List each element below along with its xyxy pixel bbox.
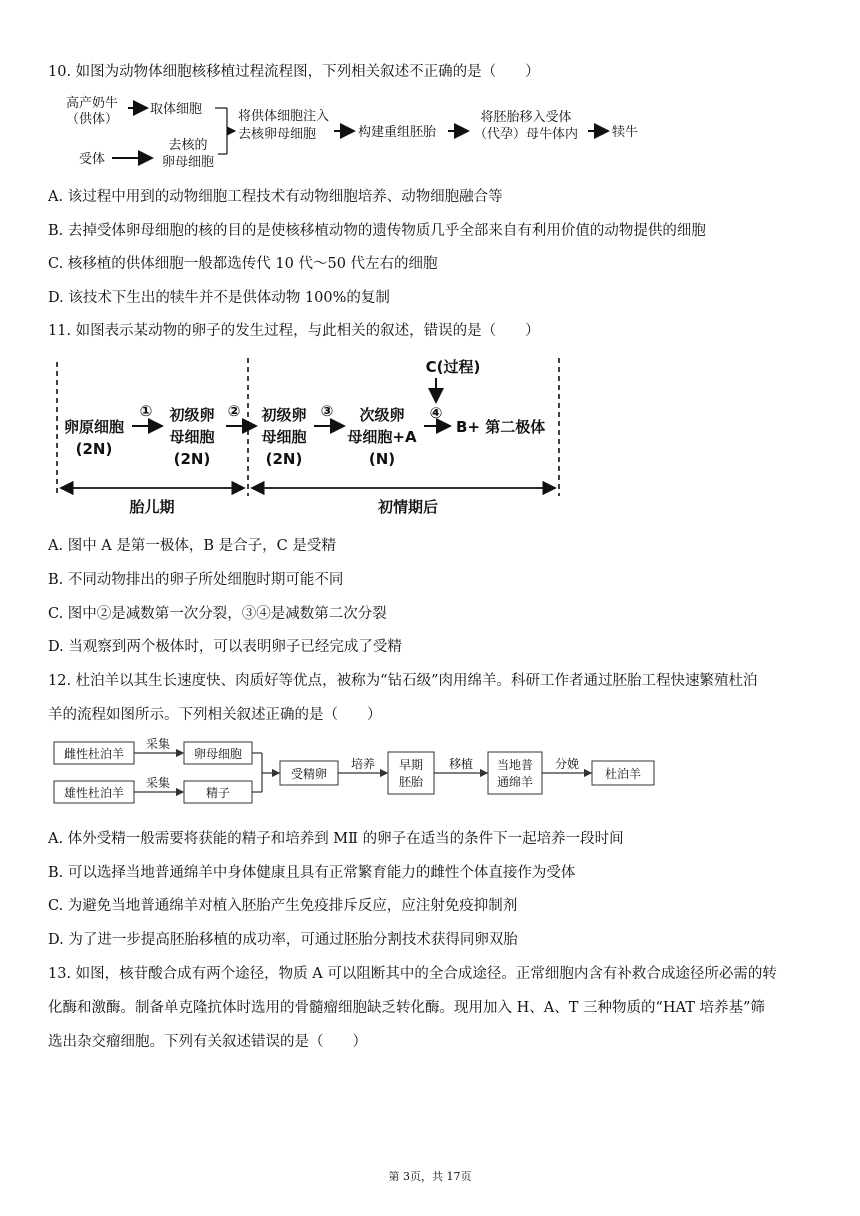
q10-donor-label: 高产奶牛 (65, 96, 119, 111)
q12-transplant: 移植 (448, 757, 474, 771)
q12-collect-2: 采集 (145, 776, 171, 790)
q12-local-2: 通绵羊 (496, 775, 534, 789)
q10-transfer-1: 将胚胎移入受体 (480, 110, 572, 125)
q12-early-1: 早期 (398, 758, 424, 772)
q13-stem-line-3: 选出杂交瘤细胞。下列有关叙述错误的是（ ） (48, 1034, 367, 1050)
q10-calf: 犊牛 (612, 125, 639, 140)
q11-secondary-2: 母细胞+A (347, 428, 417, 446)
q11-primary-a-n: (2N) (173, 450, 211, 468)
q10-donor-paren: （供体） (65, 112, 119, 127)
q11-oogonium: 卵原细胞 (63, 418, 125, 436)
q11-c-process: C(过程) (425, 358, 481, 376)
q12-female-dorper: 雌性杜泊羊 (63, 747, 125, 761)
q10-transfer-2: （代孕）母牛体内 (473, 127, 579, 142)
q12-birth: 分娩 (554, 757, 580, 771)
q12-male-dorper: 雄性杜泊羊 (63, 786, 125, 800)
q12-early-2: 胚胎 (398, 775, 424, 789)
q11-primary-b-2: 母细胞 (261, 428, 307, 446)
q12-oocyte: 卵母细胞 (193, 747, 243, 761)
q11-post-puberty: 初情期后 (377, 498, 439, 516)
q11-option-a: A. 图中 A 是第一极体，B 是合子，C 是受精 (48, 538, 336, 554)
q12-zygote: 受精卵 (290, 767, 328, 781)
q11-primary-b-1: 初级卵 (261, 406, 307, 424)
q11-oogenesis-diagram (48, 350, 568, 518)
q12-collect-1: 采集 (145, 737, 171, 751)
q11-secondary-n: (N) (368, 450, 396, 468)
q10-option-c: C. 核移植的供体细胞一般都选传代 10 代～50 代左右的细胞 (48, 256, 438, 272)
q11-primary-b-n: (2N) (265, 450, 303, 468)
q11-step-1: ① (139, 402, 153, 420)
page-footer: 第 3页，共 17页 (388, 1170, 472, 1183)
q10-construct: 构建重组胚胎 (358, 125, 437, 140)
q12-culture: 培养 (350, 757, 376, 771)
q10-stem: 10. 如图为动物体细胞核移植过程流程图，下列相关叙述不正确的是（ ） (48, 64, 540, 80)
q11-fetal-period: 胎儿期 (129, 498, 175, 516)
q12-option-d: D. 为了进一步提高胚胎移植的成功率，可通过胚胎分割技术获得同卵双胎 (48, 932, 518, 948)
q10-option-a: A. 该过程中用到的动物细胞工程技术有动物细胞培养、动物细胞融合等 (48, 189, 503, 205)
q12-stem-line-2: 羊的流程如图所示。下列相关叙述正确的是（ ） (48, 707, 382, 723)
q12-dorper: 杜泊羊 (604, 767, 642, 781)
q12-option-a: A. 体外受精一般需要将获能的精子和培养到 MⅡ 的卵子在适当的条件下一起培养一段时间 (48, 831, 624, 847)
q11-primary-a-2: 母细胞 (169, 428, 215, 446)
q12-stem-line-1: 12. 杜泊羊以其生长速度快、肉质好等优点，被称为“钻石级”肉用绵羊。科研工作者通过胚胎工程快速繁殖杜泊 (48, 673, 758, 689)
q11-option-d: D. 当观察到两个极体时，可以表明卵子已经完成了受精 (48, 639, 402, 655)
q11-option-b: B. 不同动物排出的卵子所处细胞时期可能不同 (48, 572, 344, 588)
q10-option-d: D. 该技术下生出的犊牛并不是供体动物 100%的复制 (48, 290, 390, 306)
q12-flow-diagram (52, 736, 692, 812)
q11-step-3: ③ (320, 402, 334, 420)
q10-option-b: B. 去掉受体卵母细胞的核的目的是使核移植动物的遗传物质几乎全部来自有利用价值的动物提供的细胞 (48, 223, 706, 239)
q10-recipient: 受体 (78, 152, 106, 167)
q10-inject-1: 将供体细胞注入 (238, 109, 330, 124)
q11-option-c: C. 图中②是减数第一次分裂，③④是减数第二次分裂 (48, 606, 387, 622)
q11-stem: 11. 如图表示某动物的卵子的发生过程，与此相关的叙述，错误的是（ ） (48, 323, 540, 339)
q11-step-2: ② (227, 402, 241, 420)
q11-oogonium-n: (2N) (75, 440, 113, 458)
q10-inject-2: 去核卵母细胞 (238, 127, 317, 142)
q12-option-c: C. 为避免当地普通绵羊对植入胚胎产生免疫排斥反应，应注射免疫抑制剂 (48, 898, 518, 914)
q10-take-cell: 取体细胞 (150, 102, 203, 117)
q12-option-b: B. 可以选择当地普通绵羊中身体健康且具有正常繁育能力的雌性个体直接作为受体 (48, 865, 576, 881)
q11-primary-a-1: 初级卵 (169, 406, 215, 424)
q10-flow-diagram (52, 88, 652, 172)
q10-enucleated-1: 去核的 (168, 138, 208, 153)
q12-sperm: 精子 (205, 786, 231, 800)
q13-stem-line-1: 13. 如图，核苷酸合成有两个途径，物质 A 可以阻断其中的全合成途径。正常细胞内含有补救合成途径所必需的转 (48, 966, 777, 982)
q12-local-1: 当地普 (496, 758, 534, 772)
q10-enucleated-2: 卵母细胞 (161, 155, 215, 170)
q11-result: B+ 第二极体 (456, 418, 546, 436)
q11-secondary-1: 次级卵 (359, 406, 405, 424)
q11-step-4: ④ (429, 404, 443, 422)
q13-stem-line-2: 化酶和激酶。制备单克隆抗体时选用的骨髓瘤细胞缺乏转化酶。现用加入 H、A、T 三种物质的“HAT 培养基”筛 (48, 1000, 765, 1016)
